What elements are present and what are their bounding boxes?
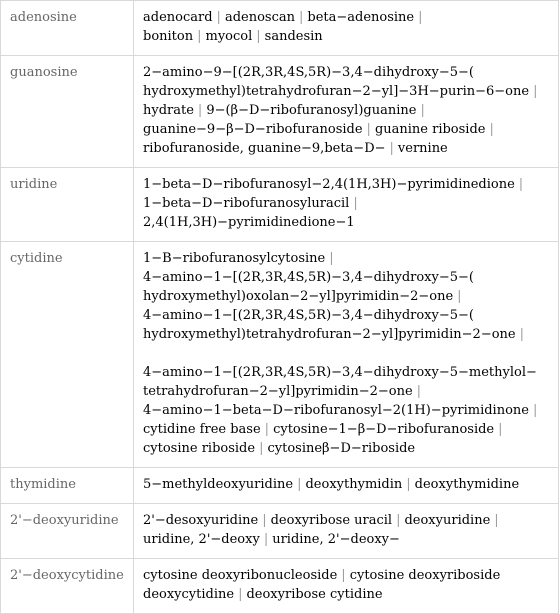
synonym-line [143,566,550,585]
synonym-item: deoxycytidine [143,587,235,602]
synonym-item: ribofuranoside, guanine−9,beta−D− [143,141,386,156]
synonym-list [134,1,559,56]
synonym-separator: | [259,441,264,456]
synonym-line [143,194,550,213]
synonym-line [143,101,550,120]
synonym-item: guanine riboside [374,122,486,137]
synonym-item: cytosine−1−β−D−ribofuranoside [273,422,495,437]
compound-name: cytidine [1,242,134,468]
synonym-separator: | [498,422,503,437]
synonym-item: hydroxymethyl)oxolan−2−yl]pyrimidin−2−one [143,289,454,304]
synonym-item: 2'−desoxyuridine [143,513,259,528]
synonym-list [134,559,559,614]
synonym-item: tetrahydrofuran−2−yl]pyrimidin−2−one [143,384,413,399]
synonym-line [143,27,550,46]
synonym-item: hydroxymethyl)tetrahydrofuran−2−yl]−3H−purin−6−one [143,84,530,99]
synonym-line [143,325,550,344]
synonym-item: 4−amino−1−[(2R,3R,4S,5R)−3,4−dihydroxy−5−methylol− [143,365,537,380]
synonym-line [143,344,550,363]
synonym-item: uridine, 2'−deoxy− [272,532,400,547]
synonym-item: 9−(β−D−ribofuranosyl)guanine [206,103,417,118]
compound-name: thymidine [1,468,134,504]
synonym-item: uridine, 2'−deoxy [143,532,260,547]
synonym-line [143,511,550,530]
synonym-separator: | [366,122,371,137]
synonym-separator: | [341,568,346,583]
synonym-item: cytidine free base [143,422,261,437]
synonym-line [143,363,550,382]
synonym-item: deoxyuridine [404,513,491,528]
synonym-item: deoxythymidin [305,477,403,492]
synonym-separator: | [416,384,422,399]
synonym-separator: | [533,84,538,99]
synonym-line [143,139,550,158]
synonym-separator: | [494,513,499,528]
synonym-line [143,63,550,82]
synonym-item: 1−B−ribofuranosylcytosine [143,251,326,266]
synonym-item: beta−adenosine [307,10,415,25]
synonym-line [143,175,550,194]
synonym-line [143,8,550,27]
table-row [1,1,559,56]
compound-name: 2'−deoxyuridine [1,504,134,559]
synonym-line [143,213,550,232]
synonym-item: 5−methyldeoxyuridine [143,477,294,492]
synonym-list [134,468,559,504]
synonym-line [143,268,550,287]
synonym-separator: | [256,29,261,44]
synonym-item: sandesin [264,29,323,44]
synonym-item: hydrate [143,103,194,118]
synonym-separator: | [297,477,302,492]
synonym-separator: | [418,10,423,25]
synonym-separator: | [353,196,358,211]
synonym-separator: | [197,29,202,44]
compound-name: guanosine [1,56,134,168]
synonym-item: 4−amino−1−beta−D−ribofuranosyl−2(1H)−pyrimidinone [143,403,529,418]
synonym-item: 2−amino−9−[(2R,3R,4S,5R)−3,4−dihydroxy−5−( [143,65,474,80]
synonym-line [143,120,550,139]
synonym-line [143,585,550,604]
synonym-item: cytosineβ−D−riboside [267,441,416,456]
synonym-separator: | [263,532,269,547]
synonym-separator: | [389,141,394,156]
synonym-item: cytosine deoxyribonucleoside [143,568,338,583]
synonym-line [143,401,550,420]
synonym-line [143,382,550,401]
synonym-separator: | [262,513,267,528]
synonym-item: 1−beta−D−ribofuranosyl−2,4(1H,3H)−pyrimidinedione [143,177,515,192]
synonym-list [134,168,559,242]
synonym-item: 4−amino−1−[(2R,3R,4S,5R)−3,4−dihydroxy−5−( [143,308,474,323]
synonym-separator: | [238,587,243,602]
synonym-item: deoxythymidine [414,477,520,492]
table-row [1,242,559,468]
synonym-item: myocol [205,29,253,44]
synonym-item: 2,4(1H,3H)−pyrimidinedione−1 [143,215,355,230]
synonym-item: vernine [397,141,448,156]
table-row [1,468,559,504]
compound-name: adenosine [1,1,134,56]
synonym-item: cytosine deoxyriboside [349,568,501,583]
synonym-separator: | [396,513,401,528]
synonym-list [134,56,559,168]
synonym-item: 1−beta−D−ribofuranosyluracil [143,196,350,211]
synonym-line [143,287,550,306]
synonym-separator: | [298,10,304,25]
synonym-line [143,475,550,494]
synonym-separator: | [489,122,494,137]
synonym-separator: | [518,177,524,192]
synonym-line [143,249,550,268]
synonyms-table-body [1,1,559,614]
synonym-line [143,439,550,458]
synonym-separator: | [197,103,203,118]
synonym-line [143,82,550,101]
synonym-item: cytosine riboside [143,441,256,456]
synonym-item: boniton [143,29,194,44]
synonym-list [134,242,559,468]
synonym-separator: | [420,103,425,118]
table-row [1,504,559,559]
synonym-item: guanine−9−β−D−ribofuranoside [143,122,363,137]
table-row [1,559,559,614]
synonym-separator: | [457,289,462,304]
synonym-item: deoxyribose uracil [270,513,393,528]
table-row [1,168,559,242]
synonym-separator: | [329,251,334,266]
compound-name: uridine [1,168,134,242]
compound-name: 2'−deoxycytidine [1,559,134,614]
synonym-separator: | [406,477,411,492]
synonym-line [143,530,550,549]
synonym-separator: | [216,10,221,25]
synonym-list [134,504,559,559]
synonym-separator: | [532,403,538,418]
table-row [1,56,559,168]
synonym-item: 4−amino−1−[(2R,3R,4S,5R)−3,4−dihydroxy−5−( [143,270,474,285]
synonym-line [143,306,550,325]
synonym-line [143,420,550,439]
synonym-separator: | [264,422,270,437]
synonym-separator: | [519,327,524,342]
synonym-item: hydroxymethyl)tetrahydrofuran−2−yl]pyrimidin−2−one [143,327,516,342]
synonym-item: deoxyribose cytidine [246,587,383,602]
synonym-item: adenocard [143,10,213,25]
synonym-item: adenoscan [224,10,295,25]
